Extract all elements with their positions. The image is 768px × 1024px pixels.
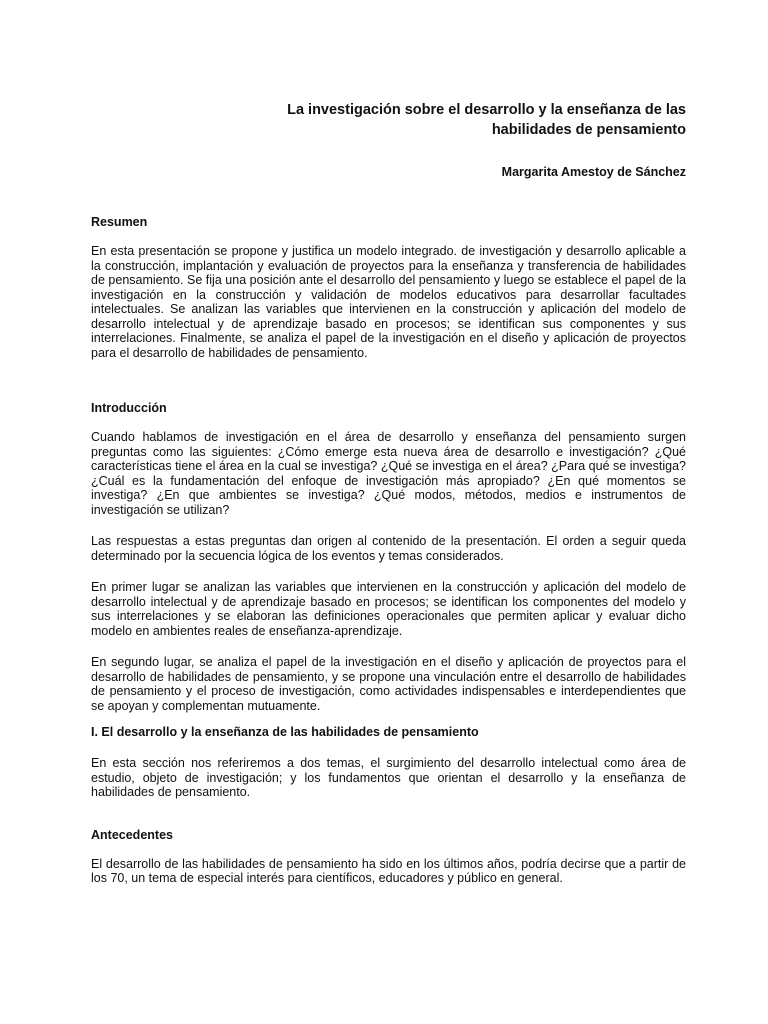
heading-introduccion: Introducción — [91, 401, 167, 415]
heading-antecedentes: Antecedentes — [91, 827, 173, 842]
document-author: Margarita Amestoy de Sánchez — [501, 165, 686, 179]
section-1-paragraph: En esta sección nos referiremos a dos temas, el surgimiento del desarrollo intelectual como área de estudio, objeto de investigación; y los fundamentos que orientan el desarrollo y la enseñanza de habilidades de pensamiento. — [91, 756, 686, 799]
antecedentes-paragraph: El desarrollo de las habilidades de pensamiento ha sido en los últimos años, podría decirse que a partir de los 70, un tema de especial interés para científicos, educadores y público en general. — [91, 856, 686, 885]
heading-section-1: I. El desarrollo y la enseñanza de las habilidades de pensamiento — [91, 725, 479, 739]
introduccion-paragraph-4: En segundo lugar, se analiza el papel de la investigación en el diseño y aplicación de proyectos para el desarrollo de habilidades de pensamiento, y se propone una vinculación entre el desarrollo de habilidades de pensamiento y el proceso de investigación, como actividades indispensables e interdependientes que se apoyan y complementan mutuamente. — [91, 655, 686, 713]
heading-resumen: Resumen — [91, 215, 148, 229]
introduccion-paragraph-1: Cuando hablamos de investigación en el área de desarrollo y enseñanza del pensamiento surgen preguntas como las siguientes: ¿Cómo emerge esta nueva área de desarrollo e investigación? ¿Qué características tiene el área en la cual se investiga? ¿Qué se investiga en el área? ¿Para qué se investiga? ¿Cuál es la fundamentación del enfoque de investigación más apropiado? ¿En qué momentos se investiga? ¿En que ambientes se investiga? ¿Qué modos, métodos, medios e instrumentos de investigación se utilizan? — [91, 430, 686, 517]
resumen-paragraph: En esta presentación se propone y justifica un modelo integrado. de investigación y desarrollo aplicable a la construcción, implantación y evaluación de proyectos para la enseñanza y transferencia de habilidades de pensamiento. Se fija una posición ante el desarrollo del pensamiento y luego se establece el papel de la investigación en la construcción y validación de modelos educativos para desarrollar facultades intelectuales. Se analizan las variables que intervienen en la construcción y aplicación del modelo de desarrollo intelectual y de aprendizaje basado en procesos; se identifican sus componentes y sus interrelaciones. Finalmente, se analiza el papel de la investigación en el diseño y aplicación de proyectos para el desarrollo de habilidades de pensamiento. — [91, 244, 686, 360]
introduccion-paragraph-2: Las respuestas a estas preguntas dan origen al contenido de la presentación. El orden a seguir queda determinado por la secuencia lógica de los eventos y temas considerados. — [91, 534, 686, 563]
document-page — [91, 100, 686, 886]
introduccion-paragraph-3: En primer lugar se analizan las variables que intervienen en la construcción y aplicación del modelo de desarrollo intelectual y de aprendizaje basado en procesos; se identifican los componentes del modelo y sus interrelaciones y se elaboran las definiciones operacionales que permiten aplicar y evaluar dicho modelo en ambientes reales de enseñanza-aprendizaje. — [91, 580, 686, 638]
document-title: La investigación sobre el desarrollo y la enseñanza de las habilidades de pensamiento — [287, 102, 686, 138]
